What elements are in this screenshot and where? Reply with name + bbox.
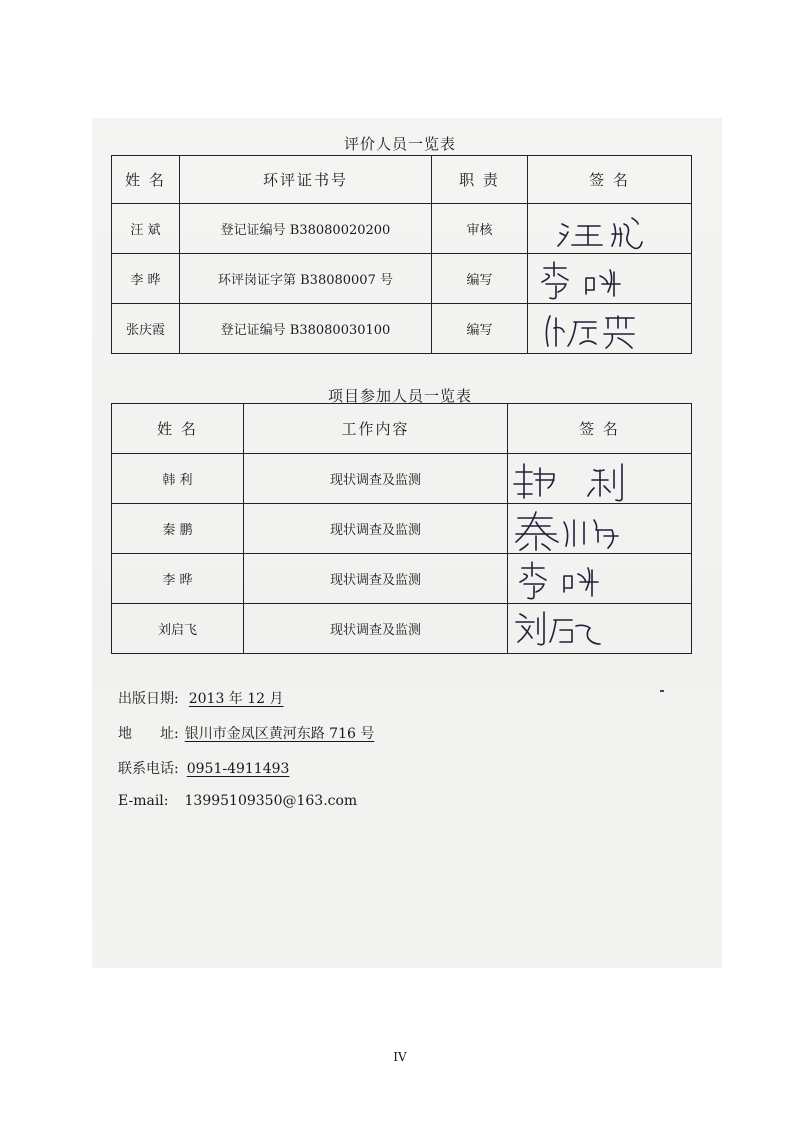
- cell-work: 现状调查及监测: [244, 604, 508, 654]
- cell-name: 秦 鹏: [112, 504, 244, 554]
- address-label: 地 址:: [118, 726, 179, 742]
- cell-role: 审核: [432, 204, 528, 254]
- email-value: 13995109350@163.com: [184, 793, 358, 809]
- handwritten-signature: [508, 504, 692, 554]
- cell-work: 现状调查及监测: [244, 454, 508, 504]
- table1-caption: 评价人员一览表: [343, 135, 456, 153]
- header-name: 姓 名: [112, 156, 180, 204]
- publish-date-label: 出版日期:: [118, 691, 179, 707]
- phone-row: [118, 758, 289, 778]
- email-row: [118, 793, 357, 809]
- header-cert: 环评证书号: [180, 156, 432, 204]
- page-number: IV: [393, 1050, 407, 1064]
- handwritten-signature: [528, 204, 692, 254]
- address-row: [118, 723, 374, 743]
- table2-caption: 项目参加人员一览表: [327, 387, 472, 405]
- signature-cell: [528, 304, 692, 354]
- cell-role: 编写: [432, 254, 528, 304]
- cell-name: 韩 利: [112, 454, 244, 504]
- publish-date-row: [118, 688, 284, 708]
- header-role: 职 责: [432, 156, 528, 204]
- handwritten-signature: [508, 454, 692, 504]
- phone-label: 联系电话:: [118, 761, 179, 777]
- cell-work: 现状调查及监测: [244, 554, 508, 604]
- table-row: [112, 604, 692, 654]
- handwritten-signature: [508, 554, 692, 604]
- table-row: [112, 454, 692, 504]
- table2-header-row: [112, 404, 692, 454]
- header-signature: 签 名: [508, 404, 692, 454]
- cell-name: 李 晔: [112, 254, 180, 304]
- signature-cell: [508, 604, 692, 654]
- evaluators-table: [111, 155, 692, 354]
- signature-cell: [508, 504, 692, 554]
- address-value: 银川市金凤区黄河东路 716 号: [184, 726, 375, 742]
- scan-speck: [660, 690, 664, 692]
- cell-cert: 登记证编号 B38080030100: [180, 304, 432, 354]
- table-row: [112, 504, 692, 554]
- header-name: 姓 名: [112, 404, 244, 454]
- participants-table: [111, 403, 692, 654]
- signature-cell: [508, 454, 692, 504]
- phone-value: 0951-4911493: [186, 761, 290, 777]
- table-row: [112, 304, 692, 354]
- header-signature: 签 名: [528, 156, 692, 204]
- cell-name: 刘启飞: [112, 604, 244, 654]
- signature-cell: [528, 204, 692, 254]
- cell-cert: 环评岗证字第 B38080007 号: [180, 254, 432, 304]
- table-row: [112, 254, 692, 304]
- cell-name: 张庆霞: [112, 304, 180, 354]
- email-label: E-mail:: [118, 793, 169, 809]
- table1-header-row: [112, 156, 692, 204]
- cell-cert: 登记证编号 B38080020200: [180, 204, 432, 254]
- signature-cell: [528, 254, 692, 304]
- cell-role: 编写: [432, 304, 528, 354]
- cell-name: 李 晔: [112, 554, 244, 604]
- table-row: [112, 554, 692, 604]
- handwritten-signature: [528, 254, 692, 304]
- handwritten-signature: [508, 604, 692, 654]
- signature-cell: [508, 554, 692, 604]
- handwritten-signature: [528, 304, 692, 354]
- cell-name: 汪 斌: [112, 204, 180, 254]
- publish-date-value: 2013 年 12 月: [188, 691, 284, 707]
- table-row: [112, 204, 692, 254]
- cell-work: 现状调查及监测: [244, 504, 508, 554]
- header-work: 工作内容: [244, 404, 508, 454]
